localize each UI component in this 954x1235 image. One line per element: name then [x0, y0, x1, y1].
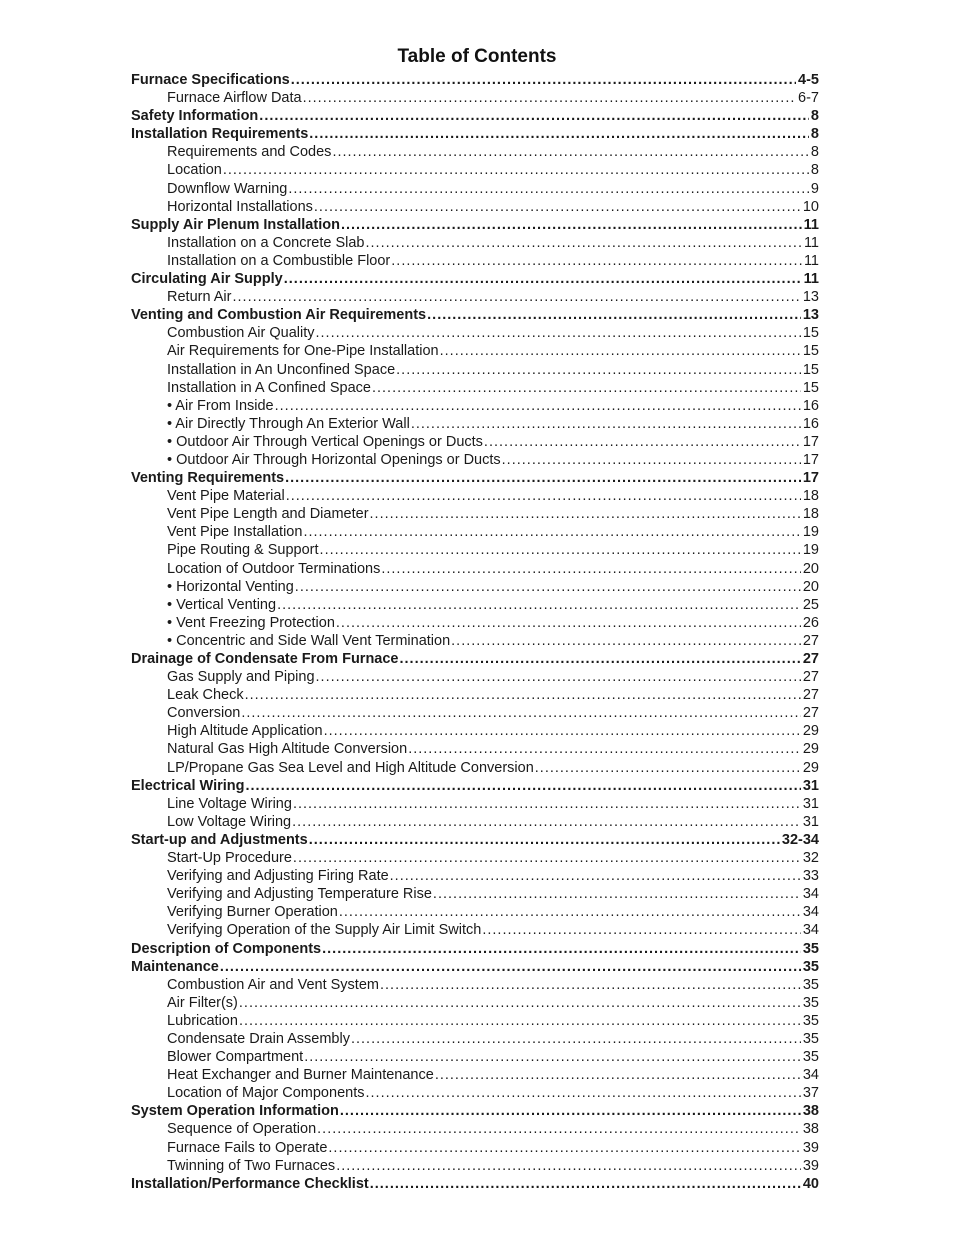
- toc-dot-leader: [286, 487, 801, 505]
- toc-dot-leader: [277, 596, 801, 614]
- toc-entry-page-number: 11: [803, 252, 819, 269]
- toc-dot-leader: [317, 1120, 801, 1138]
- toc-entry-page-number: 17: [802, 451, 819, 468]
- toc-dot-leader: [246, 777, 801, 795]
- toc-subsection-entry: [131, 686, 819, 704]
- toc-dot-leader: [339, 903, 801, 921]
- toc-subsection-entry: [131, 324, 819, 342]
- toc-entry-label: Verifying and Adjusting Temperature Rise: [167, 886, 432, 903]
- toc-entry-page-number: 10: [802, 198, 819, 215]
- toc-entry-label: Installation in An Unconfined Space: [167, 361, 396, 378]
- toc-dot-leader: [340, 1102, 801, 1120]
- toc-dot-leader: [435, 1066, 801, 1084]
- toc-entry-label: Pipe Routing & Support: [167, 542, 319, 559]
- toc-entry-page-number: 11: [803, 216, 819, 233]
- toc-subsection-entry: [131, 523, 819, 541]
- toc-entry-label: Location of Major Components: [167, 1085, 365, 1102]
- toc-entry-label: Gas Supply and Piping: [167, 669, 315, 686]
- toc-subsection-entry: [131, 361, 819, 379]
- toc-subsection-entry: [131, 89, 819, 107]
- toc-entry-page-number: 15: [802, 361, 819, 378]
- toc-subsection-entry: [131, 161, 819, 179]
- toc-dot-leader: [293, 849, 801, 867]
- toc-entry-label: Requirements and Codes: [167, 144, 332, 161]
- toc-subsection-entry: [131, 397, 819, 415]
- toc-entry-page-number: 29: [802, 741, 819, 758]
- toc-entry-page-number: 37: [802, 1085, 819, 1102]
- toc-dot-leader: [320, 541, 801, 559]
- toc-entry-page-number: 31: [802, 813, 819, 830]
- toc-entry-label: • Concentric and Side Wall Vent Termination: [167, 632, 451, 649]
- toc-subsection-entry: [131, 234, 819, 252]
- toc-entry-label: Downflow Warning: [167, 180, 288, 197]
- toc-dot-leader: [239, 994, 801, 1012]
- toc-entry-page-number: 38: [802, 1121, 819, 1138]
- toc-subsection-entry: [131, 1157, 819, 1175]
- toc-entry-label: Description of Components: [131, 940, 322, 957]
- toc-entry-label: Circulating Air Supply: [131, 271, 283, 288]
- toc-subsection-entry: [131, 1066, 819, 1084]
- toc-entry-page-number: 8: [810, 144, 819, 161]
- toc-subsection-entry: [131, 1012, 819, 1030]
- toc-subsection-entry: [131, 722, 819, 740]
- toc-entry-label: Heat Exchanger and Burner Maintenance: [167, 1067, 434, 1084]
- toc-dot-leader: [328, 1139, 800, 1157]
- toc-entry-page-number: 35: [802, 1012, 819, 1029]
- toc-entry-label: Venting and Combustion Air Requirements: [131, 307, 427, 324]
- toc-subsection-entry: [131, 379, 819, 397]
- toc-subsection-entry: [131, 1139, 819, 1157]
- toc-entry-label: Twinning of Two Furnaces: [167, 1157, 336, 1174]
- toc-entry-label: Air Requirements for One-Pipe Installation: [167, 343, 439, 360]
- toc-dot-leader: [336, 614, 801, 632]
- toc-subsection-entry: [131, 433, 819, 451]
- toc-entry-label: Furnace Airflow Data: [167, 90, 302, 107]
- toc-dot-leader: [220, 958, 801, 976]
- toc-subsection-entry: [131, 976, 819, 994]
- toc-entry-page-number: 6-7: [798, 90, 819, 107]
- toc-dot-leader: [365, 1084, 800, 1102]
- toc-section-entry: [131, 71, 819, 89]
- toc-dot-leader: [502, 451, 801, 469]
- toc-subsection-entry: [131, 198, 819, 216]
- toc-subsection-entry: [131, 759, 819, 777]
- toc-subsection-entry: [131, 994, 819, 1012]
- toc-section-entry: [131, 940, 819, 958]
- toc-entry-label: Combustion Air and Vent System: [167, 976, 379, 993]
- toc-entry-page-number: 16: [802, 415, 819, 432]
- toc-dot-leader: [381, 560, 801, 578]
- toc-dot-leader: [396, 361, 801, 379]
- toc-entry-page-number: 9: [810, 180, 819, 197]
- toc-entry-page-number: 19: [802, 542, 819, 559]
- toc-entry-page-number: 16: [802, 397, 819, 414]
- toc-entry-page-number: 32: [802, 850, 819, 867]
- toc-dot-leader: [259, 107, 809, 125]
- toc-entry-page-number: 20: [802, 560, 819, 577]
- toc-subsection-entry: [131, 704, 819, 722]
- toc-entry-page-number: 17: [802, 433, 819, 450]
- toc-dot-leader: [484, 433, 801, 451]
- toc-entry-label: • Air Directly Through An Exterior Wall: [167, 415, 410, 432]
- toc-entry-page-number: 25: [802, 596, 819, 613]
- toc-entry-label: Air Filter(s): [167, 994, 238, 1011]
- toc-entry-label: Maintenance: [131, 958, 219, 975]
- toc-entry-page-number: 13: [802, 307, 819, 324]
- toc-entry-page-number: 27: [802, 705, 819, 722]
- toc-entry-label: Start-Up Procedure: [167, 850, 292, 867]
- toc-entry-label: Supply Air Plenum Installation: [131, 216, 340, 233]
- toc-dot-leader: [433, 885, 801, 903]
- toc-section-entry: [131, 1102, 819, 1120]
- toc-entry-label: Installation Requirements: [131, 126, 309, 143]
- toc-dot-leader: [232, 288, 800, 306]
- toc-entry-page-number: 27: [802, 651, 819, 667]
- toc-entry-page-number: 34: [802, 1067, 819, 1084]
- toc-entry-label: Natural Gas High Altitude Conversion: [167, 741, 408, 758]
- toc-entry-page-number: 11: [803, 271, 819, 288]
- toc-entry-page-number: 29: [802, 723, 819, 740]
- toc-section-entry: [131, 306, 819, 324]
- toc-entry-label: Return Air: [167, 289, 232, 306]
- toc-entry-label: Installation/Performance Checklist: [131, 1175, 369, 1192]
- toc-section-entry: [131, 1175, 819, 1193]
- toc-entry-label: Low Voltage Wiring: [167, 813, 292, 830]
- toc-dot-leader: [293, 795, 801, 813]
- toc-entry-page-number: 35: [802, 958, 819, 975]
- toc-entry-page-number: 11: [803, 234, 819, 251]
- toc-dot-leader: [351, 1030, 801, 1048]
- toc-section-entry: [131, 107, 819, 125]
- toc-entry-page-number: 8: [810, 126, 819, 143]
- toc-entry-page-number: 18: [802, 506, 819, 523]
- toc-dot-leader: [324, 722, 801, 740]
- toc-dot-leader: [411, 415, 801, 433]
- toc-dot-leader: [245, 686, 801, 704]
- toc-subsection-entry: [131, 1048, 819, 1066]
- toc-entry-page-number: 8: [810, 108, 819, 125]
- toc-section-entry: [131, 270, 819, 288]
- toc-entry-label: Vent Pipe Length and Diameter: [167, 506, 369, 523]
- toc-entry-page-number: 27: [802, 669, 819, 686]
- toc-entry-label: Sequence of Operation: [167, 1121, 317, 1138]
- toc-dot-leader: [370, 1175, 801, 1193]
- toc-entry-label: • Horizontal Venting: [167, 578, 294, 595]
- toc-dot-leader: [341, 216, 802, 234]
- toc-entry-label: Condensate Drain Assembly: [167, 1030, 350, 1047]
- toc-entry-page-number: 31: [802, 777, 819, 794]
- toc-subsection-entry: [131, 1030, 819, 1048]
- toc-dot-leader: [288, 180, 809, 198]
- toc-entry-label: Location of Outdoor Terminations: [167, 560, 381, 577]
- toc-dot-leader: [482, 921, 801, 939]
- toc-subsection-entry: [131, 180, 819, 198]
- toc-entry-page-number: 27: [802, 632, 819, 649]
- toc-dot-leader: [427, 306, 801, 324]
- toc-dot-leader: [400, 650, 801, 668]
- toc-dot-leader: [239, 1012, 801, 1030]
- toc-entry-page-number: 35: [802, 994, 819, 1011]
- toc-dot-leader: [372, 379, 801, 397]
- toc-entry-page-number: 35: [802, 1030, 819, 1047]
- toc-entry-label: LP/Propane Gas Sea Level and High Altitude Conversion: [167, 759, 534, 776]
- toc-section-entry: [131, 650, 819, 668]
- toc-dot-leader: [304, 1048, 801, 1066]
- toc-entry-label: • Outdoor Air Through Vertical Openings or Ducts: [167, 433, 483, 450]
- toc-section-entry: [131, 216, 819, 234]
- toc-entry-label: Electrical Wiring: [131, 777, 245, 794]
- toc-dot-leader: [309, 125, 809, 143]
- toc-dot-leader: [440, 342, 801, 360]
- toc-dot-leader: [284, 270, 802, 288]
- toc-subsection-entry: [131, 885, 819, 903]
- toc-dot-leader: [223, 161, 809, 179]
- toc-section-entry: [131, 958, 819, 976]
- toc-subsection-entry: [131, 867, 819, 885]
- toc-subsection-entry: [131, 487, 819, 505]
- toc-entry-page-number: 26: [802, 614, 819, 631]
- toc-dot-leader: [292, 813, 801, 831]
- toc-dot-leader: [322, 940, 801, 958]
- toc-entry-page-number: 39: [802, 1157, 819, 1174]
- toc-subsection-entry: [131, 560, 819, 578]
- toc-entry-page-number: 38: [802, 1103, 819, 1120]
- toc-dot-leader: [309, 831, 780, 849]
- toc-entry-label: Drainage of Condensate From Furnace: [131, 651, 399, 667]
- toc-title: Table of Contents: [397, 46, 557, 67]
- toc-subsection-entry: [131, 252, 819, 270]
- toc-subsection-entry: [131, 578, 819, 596]
- toc-dot-leader: [295, 578, 801, 596]
- toc-dot-leader: [303, 89, 796, 107]
- toc-section-entry: [131, 125, 819, 143]
- toc-entry-label: Lubrication: [167, 1012, 238, 1029]
- toc-entry-label: System Operation Information: [131, 1103, 339, 1120]
- toc-entry-page-number: 19: [802, 524, 819, 541]
- toc-entry-page-number: 35: [802, 1049, 819, 1066]
- toc-dot-leader: [316, 668, 801, 686]
- toc-entry-page-number: 27: [802, 687, 819, 704]
- toc-subsection-entry: [131, 1084, 819, 1102]
- toc-entry-label: • Vertical Venting: [167, 596, 277, 613]
- toc-section-entry: [131, 469, 819, 487]
- toc-entry-page-number: 4-5: [798, 72, 819, 88]
- toc-subsection-entry: [131, 415, 819, 433]
- toc-subsection-entry: [131, 1120, 819, 1138]
- toc-subsection-entry: [131, 668, 819, 686]
- toc-section-entry: [131, 777, 819, 795]
- toc-entry-label: Verifying Operation of the Supply Air Limit Switch: [167, 922, 482, 939]
- toc-entry-page-number: 35: [802, 940, 819, 957]
- toc-entry-label: • Outdoor Air Through Horizontal Openings or Ducts: [167, 451, 501, 468]
- toc-entry-page-number: 34: [802, 904, 819, 921]
- toc-entry-label: Start-up and Adjustments: [131, 831, 308, 848]
- toc-entry-label: Line Voltage Wiring: [167, 795, 292, 812]
- toc-subsection-entry: [131, 614, 819, 632]
- toc-dot-leader: [380, 976, 801, 994]
- toc-entry-page-number: 18: [802, 488, 819, 505]
- toc-subsection-entry: [131, 451, 819, 469]
- toc-entry-page-number: 35: [802, 976, 819, 993]
- toc-entry-label: Vent Pipe Material: [167, 488, 285, 505]
- toc-subsection-entry: [131, 596, 819, 614]
- toc-dot-leader: [303, 523, 800, 541]
- toc-entry-label: Combustion Air Quality: [167, 325, 315, 342]
- toc-subsection-entry: [131, 813, 819, 831]
- toc-subsection-entry: [131, 849, 819, 867]
- toc-entry-label: Safety Information: [131, 108, 259, 125]
- toc-entry-label: Installation on a Concrete Slab: [167, 234, 365, 251]
- toc-dot-leader: [314, 198, 801, 216]
- toc-dot-leader: [391, 252, 802, 270]
- toc-dot-leader: [291, 71, 796, 89]
- toc-entry-label: Venting Requirements: [131, 470, 285, 487]
- toc-subsection-entry: [131, 632, 819, 650]
- toc-dot-leader: [366, 234, 802, 252]
- toc-subsection-entry: [131, 505, 819, 523]
- toc-subsection-entry: [131, 288, 819, 306]
- toc-entry-label: • Vent Freezing Protection: [167, 614, 335, 631]
- toc-entry-label: Horizontal Installations: [167, 198, 313, 215]
- toc-entry-page-number: 31: [802, 795, 819, 812]
- toc-dot-leader: [408, 740, 801, 758]
- toc-entry-label: Blower Compartment: [167, 1049, 304, 1066]
- toc-dot-leader: [285, 469, 801, 487]
- toc-entry-page-number: 39: [802, 1139, 819, 1156]
- toc-section-entry: [131, 831, 819, 849]
- toc-entry-page-number: 13: [802, 289, 819, 306]
- toc-dot-leader: [332, 143, 808, 161]
- toc-entry-label: Vent Pipe Installation: [167, 524, 303, 541]
- toc-subsection-entry: [131, 143, 819, 161]
- toc-subsection-entry: [131, 740, 819, 758]
- toc-entry-label: Leak Check: [167, 687, 244, 704]
- toc-entry-label: Location: [167, 162, 222, 179]
- toc-entry-page-number: 15: [802, 379, 819, 396]
- toc-entry-page-number: 32-34: [781, 831, 819, 848]
- toc-dot-leader: [370, 505, 801, 523]
- toc-entry-label: • Air From Inside: [167, 397, 274, 414]
- toc-entry-label: Verifying and Adjusting Firing Rate: [167, 868, 389, 885]
- toc-entry-page-number: 15: [802, 325, 819, 342]
- toc-dot-leader: [451, 632, 801, 650]
- toc-subsection-entry: [131, 342, 819, 360]
- toc-entry-label: Installation in A Confined Space: [167, 379, 371, 396]
- toc-dot-leader: [241, 704, 801, 722]
- toc-dot-leader: [390, 867, 801, 885]
- toc-entry-page-number: 34: [802, 922, 819, 939]
- toc-entry-page-number: 17: [802, 470, 819, 487]
- toc-entry-page-number: 29: [802, 759, 819, 776]
- toc-entry-page-number: 33: [802, 868, 819, 885]
- toc-entry-page-number: 8: [810, 162, 819, 179]
- toc-entry-page-number: 40: [802, 1175, 819, 1192]
- toc-entry-page-number: 15: [802, 343, 819, 360]
- toc-subsection-entry: [131, 541, 819, 559]
- toc-entry-label: Furnace Fails to Operate: [167, 1139, 328, 1156]
- toc-subsection-entry: [131, 903, 819, 921]
- toc-dot-leader: [315, 324, 800, 342]
- toc-entry-label: Verifying Burner Operation: [167, 904, 338, 921]
- toc-dot-leader: [535, 759, 801, 777]
- toc-entry-label: Installation on a Combustible Floor: [167, 252, 391, 269]
- toc-entry-page-number: 20: [802, 578, 819, 595]
- toc-entry-label: Conversion: [167, 705, 241, 722]
- toc-list: [131, 71, 819, 1193]
- toc-dot-leader: [275, 397, 801, 415]
- toc-entry-label: Furnace Specifications: [131, 72, 290, 88]
- toc-dot-leader: [336, 1157, 801, 1175]
- toc-subsection-entry: [131, 921, 819, 939]
- toc-entry-label: High Altitude Application: [167, 723, 323, 740]
- toc-subsection-entry: [131, 795, 819, 813]
- toc-entry-page-number: 34: [802, 886, 819, 903]
